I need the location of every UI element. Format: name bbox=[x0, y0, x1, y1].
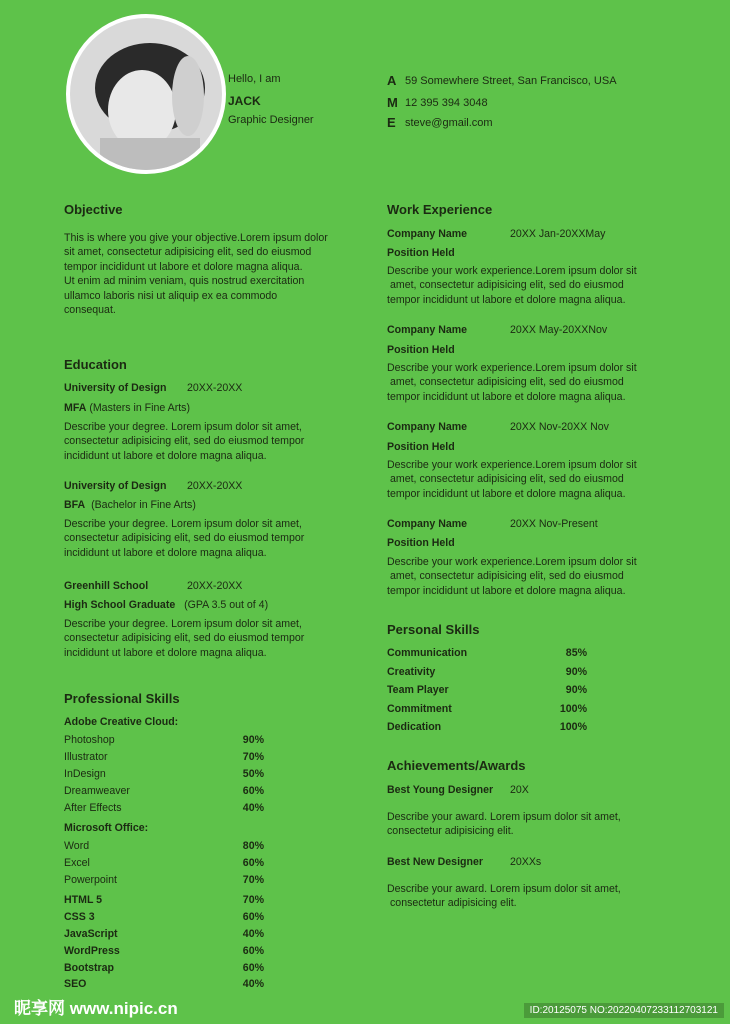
award-year-1: 20X bbox=[510, 784, 529, 796]
award-desc-1: Describe your award. Lorem ipsum dolor sit amet, consectetur adipisicing elit. bbox=[387, 811, 621, 838]
education-degree-2: BFA (Bachelor in Fine Arts) bbox=[64, 499, 196, 511]
personal-skills-heading: Personal Skills bbox=[387, 622, 480, 637]
skill-row: Bootstrap 60% bbox=[64, 961, 264, 974]
work-position-1: Position Held bbox=[387, 247, 455, 259]
mobile-label: M bbox=[387, 95, 398, 110]
email-value: steve@gmail.com bbox=[405, 116, 493, 129]
skill-row: Powerpoint 70% bbox=[64, 873, 264, 886]
address-value: 59 Somewhere Street, San Francisco, USA bbox=[405, 74, 617, 87]
work-position-4: Position Held bbox=[387, 537, 455, 549]
watermark-site: 昵享网 www.nipic.cn bbox=[14, 999, 178, 1018]
award-year-2: 20XXs bbox=[510, 856, 542, 868]
email-label: E bbox=[387, 115, 396, 130]
education-degree-1: MFA (Masters in Fine Arts) bbox=[64, 402, 190, 414]
skill-row: Excel 60% bbox=[64, 857, 264, 870]
watermark-id: ID:20125075 NO:20220407233112703121 bbox=[524, 1003, 724, 1018]
skill-row: Illustrator 70% bbox=[64, 751, 264, 764]
contact-mobile bbox=[387, 95, 488, 110]
work-desc-3: Describe your work experience.Lorem ipsum dolor sit amet, consectetur adipisicing elit, sed do eiusmod tempor incididunt ut labore et dolore magna aliqua. bbox=[387, 459, 637, 500]
award-desc-2: Describe your award. Lorem ipsum dolor sit amet, consectetur adipisicing elit. bbox=[387, 883, 621, 910]
education-desc-2: Describe your degree. Lorem ipsum dolor sit amet, consectetur adipisicing elit, sed do eiusmod tempor incididunt ut labore et dolore magna aliqua. bbox=[64, 518, 305, 559]
education-school-1: University of Design bbox=[64, 382, 167, 394]
work-desc-4: Describe your work experience.Lorem ipsum dolor sit amet, consectetur adipisicing elit, sed do eiusmod tempor incididunt ut labore et dolore magna aliqua. bbox=[387, 556, 637, 597]
education-heading: Education bbox=[64, 357, 127, 372]
work-dates-1: 20XX Jan-20XXMay bbox=[510, 228, 606, 240]
objective-text: This is where you give your objective.Lorem ipsum dolor sit amet, consectetur adipisicing elit, sed do eiusmod tempor incididunt ut labore et dolore magna aliqua. Ut enim ad minim veniam, quis nostrud exercitation ullamco laboris nisi ut aliquip ex ea commodo consequat. bbox=[64, 232, 328, 317]
work-position-3: Position Held bbox=[387, 441, 455, 453]
contact-address bbox=[387, 73, 617, 88]
skill-row: After Effects 40% bbox=[64, 801, 264, 814]
education-years-3: 20XX-20XX bbox=[187, 580, 243, 592]
work-dates-2: 20XX May-20XXNov bbox=[510, 324, 608, 336]
education-degree-3: High School Graduate (GPA 3.5 out of 4) bbox=[64, 599, 269, 611]
skill-row: Photoshop 90% bbox=[64, 734, 264, 747]
personal-skills-list bbox=[387, 644, 587, 737]
address-label: A bbox=[387, 73, 397, 88]
award-name-2: Best New Designer bbox=[387, 856, 483, 868]
skills-group-adobe-title: Adobe Creative Cloud: bbox=[64, 716, 179, 728]
skill-row: WordPress 60% bbox=[64, 944, 264, 957]
work-company-1: Company Name bbox=[387, 228, 468, 240]
work-position-2: Position Held bbox=[387, 344, 455, 356]
skill-row: SEO 40% bbox=[64, 978, 264, 991]
work-company-2: Company Name bbox=[387, 324, 468, 336]
personal-skill-row: Creativity 90% bbox=[387, 665, 587, 678]
greeting: Hello, I am bbox=[228, 73, 281, 85]
skills-group-office bbox=[64, 838, 264, 888]
contact-email bbox=[387, 115, 493, 130]
education-desc-1: Describe your degree. Lorem ipsum dolor sit amet, consectetur adipisicing elit, sed do eiusmod tempor incididunt ut labore et dolore magna aliqua. bbox=[64, 421, 305, 462]
award-name-1: Best Young Designer bbox=[387, 784, 494, 796]
education-school-3: Greenhill School bbox=[64, 580, 149, 592]
personal-skill-row: Team Player 90% bbox=[387, 684, 587, 697]
skills-group-adobe bbox=[64, 732, 264, 816]
person-name: JACK bbox=[228, 94, 261, 108]
skill-row: CSS 3 60% bbox=[64, 911, 264, 924]
skill-row: InDesign 50% bbox=[64, 767, 264, 780]
skill-row: HTML 5 70% bbox=[64, 894, 264, 907]
work-company-3: Company Name bbox=[387, 421, 468, 433]
professional-skills-heading: Professional Skills bbox=[64, 691, 180, 706]
education-years-2: 20XX-20XX bbox=[187, 480, 243, 492]
work-experience-heading: Work Experience bbox=[387, 202, 493, 217]
personal-skill-row: Communication 85% bbox=[387, 647, 587, 660]
skill-row: Dreamweaver 60% bbox=[64, 784, 264, 797]
awards-heading: Achievements/Awards bbox=[387, 758, 526, 773]
work-company-4: Company Name bbox=[387, 518, 468, 530]
work-desc-2: Describe your work experience.Lorem ipsum dolor sit amet, consectetur adipisicing elit, sed do eiusmod tempor incididunt ut labore et dolore magna aliqua. bbox=[387, 362, 637, 403]
personal-skill-row: Dedication 100% bbox=[387, 721, 587, 734]
work-desc-1: Describe your work experience.Lorem ipsum dolor sit amet, consectetur adipisicing elit, sed do eiusmod tempor incididunt ut labore et dolore magna aliqua. bbox=[387, 265, 637, 306]
personal-skill-row: Commitment 100% bbox=[387, 702, 587, 715]
skill-row: Word 80% bbox=[64, 840, 264, 853]
education-years-1: 20XX-20XX bbox=[187, 382, 243, 394]
portrait-image bbox=[70, 18, 222, 170]
mobile-value: 12 395 394 3048 bbox=[405, 96, 488, 109]
skills-group-web bbox=[64, 892, 264, 993]
work-dates-4: 20XX Nov-Present bbox=[510, 518, 598, 530]
work-dates-3: 20XX Nov-20XX Nov bbox=[510, 421, 609, 433]
profile-photo bbox=[66, 14, 226, 174]
education-desc-3: Describe your degree. Lorem ipsum dolor sit amet, consectetur adipisicing elit, sed do eiusmod tempor incididunt ut labore et dolore magna aliqua. bbox=[64, 618, 305, 659]
objective-heading: Objective bbox=[64, 202, 123, 217]
job-title: Graphic Designer bbox=[228, 114, 314, 126]
education-school-2: University of Design bbox=[64, 480, 167, 492]
skill-row: JavaScript 40% bbox=[64, 927, 264, 940]
skills-group-office-title: Microsoft Office: bbox=[64, 822, 149, 834]
